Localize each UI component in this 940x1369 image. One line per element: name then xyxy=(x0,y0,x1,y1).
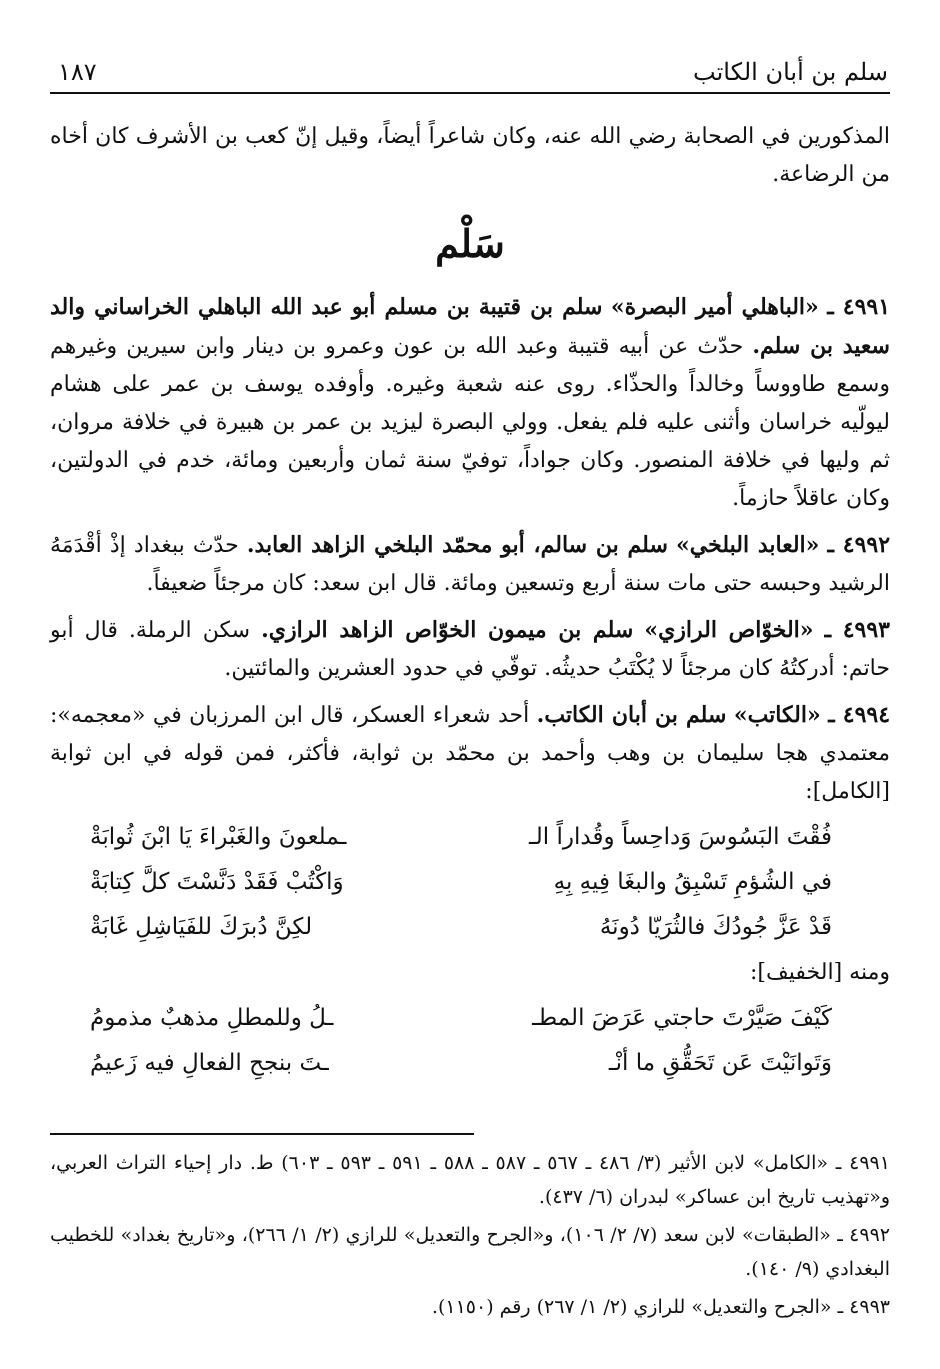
verse-second-half: ـتَ بنجحِ الفعالِ فيه زَعيمُ xyxy=(90,1050,329,1076)
entry-name: سلم بن قتيبة بن مسلم أبو عبد الله الباهلي الخراساني والد سعيد بن سلم. xyxy=(50,294,890,359)
entry-text: حدّث عن أبيه قتيبة وعبد الله بن عون وعمرو بن دينار وابن سيرين وغيرهم وسمع طاووساً وخالداً والحذّاء. روى عنه شعبة وغيره. وأوفده يوسف بن عمر على هشام ليولّيه خراسان وأثنى عليه فلم يفعل. وولي البصرة ليزيد بن عمر بن هبيرة في خلافة مروان، ثم وليها في خلافة المنصور. وكان جواداً، توفيّ سنة ثمان وأربعين ومائة، خدم في الدولتين، وكان عاقلاً حازماً. xyxy=(50,334,890,511)
entry-number: ٤٩٩١ ـ xyxy=(827,294,891,320)
verse-first-half: وَتَوانَيْتَ عَن تَحَقُّقِ ما أنْـ xyxy=(608,1050,832,1076)
verse-second-half: لكِنَّ دُبرَكَ للفَيَاشِلِ غَابَةْ xyxy=(90,914,313,940)
entry-nickname: «العابد البلخي» xyxy=(676,532,820,558)
entry-text: حدّث ببغداد إذْ أقْدَمَهُ الرشيد وحبسه حتى مات سنة أربع وتسعين ومائة. قال ابن سعد: كان مرجئاً ضعيفاً. xyxy=(50,533,890,596)
footnotes xyxy=(50,1146,890,1328)
entry-number: ٤٩٩٤ ـ xyxy=(828,702,891,728)
intro-paragraph: المذكورين في الصحابة رضي الله عنه، وكان شاعراً أيضاً، وقيل إنّ كعب بن الأشرف كان أخاه من الرضاعة. xyxy=(50,124,890,187)
entry-name: سلم بن أبان الكاتب. xyxy=(536,702,727,728)
verse-first-half: فُقْتَ البَسُوسَ وَداحِساً وقُداراً الـ xyxy=(529,824,832,850)
entry-4992 xyxy=(50,526,890,603)
footnote-divider xyxy=(50,1133,474,1135)
entry-nickname: «الخوّاص الرازي» xyxy=(644,617,814,643)
khafif-intro: ومنه [الخفيف]: xyxy=(750,960,890,985)
entry-name: سلم بن سالم، أبو محمّد البلخي الزاهد العابد. xyxy=(246,532,668,558)
verse-second-half: ـلُ وللمطلِ مذهبٌ مذمومُ xyxy=(90,1005,334,1031)
verse-line xyxy=(50,815,890,860)
page-number: ١٨٧ xyxy=(58,58,97,86)
running-title: سلم بن أبان الكاتب xyxy=(693,58,888,86)
entry-nickname: «الباهلي أمير البصرة» xyxy=(610,294,819,320)
verse-line xyxy=(50,996,890,1041)
main-text xyxy=(50,118,890,1090)
verse-line xyxy=(50,1041,890,1086)
entry-nickname: «الكاتب» xyxy=(733,702,821,728)
verse-first-half: كَيْفَ صَيَّرْتَ حاجتي عَرَضَ المطـ xyxy=(532,1005,832,1031)
verse-line xyxy=(50,905,890,950)
entry-number: ٤٩٩٢ ـ xyxy=(827,532,891,558)
poem-khafif xyxy=(50,996,890,1086)
verse-first-half: في الشُؤمِ تَسْبِقُ والبغَا فِيهِ بِهِ xyxy=(553,869,832,895)
verse-second-half: ـملعونَ والغَبْراءَ يَا ابْنَ ثُوابَةْ xyxy=(90,824,347,850)
running-header xyxy=(50,52,890,94)
poem-kamil xyxy=(50,815,890,950)
footnote-4993: ٤٩٩٣ ـ «الجرح والتعديل» للرازي (٢/ ١/ ٢٦٧) رقم (١١٥٠). xyxy=(431,1296,890,1318)
footnote-4992: ٤٩٩٢ ـ «الطبقات» لابن سعد (٧/ ٢/ ١٠٦)، و«الجرح والتعديل» للرازي (٢/ ١/ ٢٦٦)، و«تاريخ بغداد» للخطيب البغدادي (٩/ ١٤٠). xyxy=(50,1224,890,1280)
verse-second-half: وَاكْتُبْ فَقَدْ دَنَّسْتَ كلَّ كِتابَةْ xyxy=(90,869,344,895)
entry-4994 xyxy=(50,696,890,811)
verse-first-half: قَدْ عَزَّ جُودُكَ فالثُرَيّا دُونَهُ xyxy=(599,914,832,940)
section-heading: سَلْم xyxy=(435,221,505,266)
footnote-4991: ٤٩٩١ ـ «الكامل» لابن الأثير (٣/ ٤٨٦ ـ ٥٦٧ ـ ٥٨٧ ـ ٥٨٨ ـ ٥٩١ ـ ٥٩٣ ـ ٦٠٣) ط. دار إحياء التراث العربي، و«تهذيب تاريخ ابن عساكر» لبدران (٦/ ٤٣٧). xyxy=(50,1152,890,1208)
entry-name: سلم بن ميمون الخوّاص الزاهد الرازي. xyxy=(261,617,634,643)
entry-text: أحد شعراء العسكر، قال ابن المرزبان في «معجمه»: معتمدي هجا سليمان بن وهب وأحمد بن محمّد بن ثوابة، فأكثر، فمن قوله في ابن ثوابة [الكامل]: xyxy=(50,703,890,804)
entry-text: سكن الرملة. قال أبو حاتم: أدركتُهُ كان مرجئاً لا يُكْتَبُ حديثُه. توفّي في حدود العشرين والمائتين. xyxy=(50,618,890,681)
entry-4993 xyxy=(50,611,890,688)
entry-4991 xyxy=(50,288,890,518)
entry-number: ٤٩٩٣ ـ xyxy=(824,617,890,643)
verse-line xyxy=(50,860,890,905)
